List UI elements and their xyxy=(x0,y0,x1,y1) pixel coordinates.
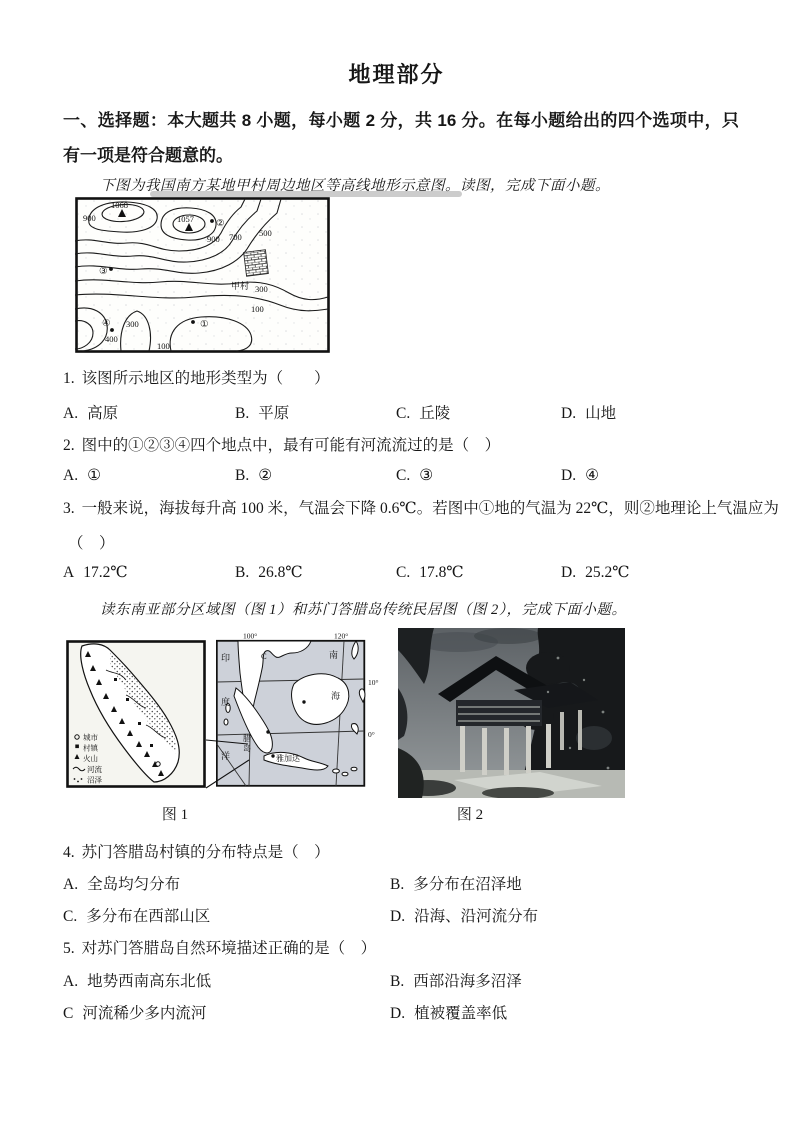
q4-option-a: A. 全岛均匀分布 xyxy=(63,876,181,893)
question-2-options xyxy=(0,466,793,490)
point-1-marker: ① xyxy=(200,320,209,330)
lat-10-label: 10° xyxy=(368,678,379,687)
q3-option-d: D. 25.2℃ xyxy=(561,564,630,581)
passage-1: 下图为我国南方某地甲村周边地区等高线地形示意图。读图，完成下面小题。 xyxy=(100,178,610,194)
question-1-stem: 该图所示地区的地形类型为（ ） xyxy=(81,370,330,387)
q5-option-b: B. 西部沿海多沼泽 xyxy=(390,973,522,990)
village-label: 甲村 xyxy=(231,281,250,291)
q5-option-a: A. 地势西南高东北低 xyxy=(63,973,212,990)
point-2-marker: ② xyxy=(216,219,225,229)
question-4-stem: 苏门答腊岛村镇的分布特点是（ ） xyxy=(81,844,330,861)
legend-swamp-label: 沼泽 xyxy=(87,775,102,785)
q1-option-d: D. 山地 xyxy=(561,405,617,422)
q1-option-a: A. 高原 xyxy=(63,405,119,422)
question-5-options-ab xyxy=(0,969,793,993)
q4-option-b: B. 多分布在沼泽地 xyxy=(390,876,522,893)
question-4 xyxy=(63,840,330,862)
lon-100-label: 100° xyxy=(243,632,258,641)
lon-120-label: 120° xyxy=(334,632,349,641)
question-3-stem: 一般来说，海拔每升高 100 米，气温会下降 0.6℃。若图中①地的气温为 22℃，则②地理论上气温应为 xyxy=(81,500,779,517)
question-2 xyxy=(63,433,500,455)
question-5-options-cd xyxy=(0,1001,793,1025)
question-2-number: 2. xyxy=(63,437,75,454)
contour-map-figure xyxy=(75,197,330,353)
point-4-marker: ④ xyxy=(102,319,111,329)
q2-option-b: B. ② xyxy=(235,467,273,484)
legend-river-label: 河流 xyxy=(87,765,102,774)
q1-option-b: B. 平原 xyxy=(235,405,290,422)
lat-0-label: 0° xyxy=(368,730,375,739)
sea-label-1: 南 xyxy=(329,650,339,660)
fig2-photo-frame xyxy=(398,628,625,798)
section-heading: 一、选择题：本大题共 8 小题，每小题 2 分，共 16 分。在每小题给出的四个选项中，只有一项是符合题意的。 xyxy=(63,111,739,165)
legend-volcano-label: 火山 xyxy=(83,754,98,763)
jakarta-label: 雅加达 xyxy=(276,754,300,763)
question-3-number: 3. xyxy=(63,500,75,517)
q4-option-c: C. 多分布在西部山区 xyxy=(63,908,211,925)
contour-label-500: 500 xyxy=(259,228,272,238)
sea-label-2: 海 xyxy=(331,691,341,701)
peak-1057-label: 1057 xyxy=(177,214,194,224)
contour-label-900b: 900 xyxy=(207,234,220,244)
q5-option-c: C 河流稀少多内流河 xyxy=(63,1005,207,1022)
question-4-options-ab xyxy=(0,872,793,896)
question-1-options xyxy=(0,401,793,425)
legend-town-label: 村镇 xyxy=(83,743,98,753)
q3-option-c: C. 17.8℃ xyxy=(396,564,464,581)
passage-2: 读东南亚部分区域图（图 1）和苏门答腊岛传统民居图（图 2），完成下面小题。 xyxy=(100,602,627,618)
c-marker: C xyxy=(261,651,267,661)
fig1-left-panel xyxy=(66,640,206,788)
page-title: 地理部分 xyxy=(348,62,445,87)
question-4-number: 4. xyxy=(63,844,75,861)
ocean-label-2: 度 xyxy=(221,697,231,707)
question-3 xyxy=(63,496,779,518)
contour-label-100b: 100 xyxy=(157,341,170,351)
question-5-stem: 对苏门答腊岛自然环境描述正确的是（ ） xyxy=(81,940,377,957)
point-3-marker: ③ xyxy=(99,267,108,277)
q5-option-d: D. 植被覆盖率低 xyxy=(390,1005,508,1022)
question-1 xyxy=(63,366,330,388)
peak-1068-label: 1068 xyxy=(111,200,128,210)
ocean-label-1: 印 xyxy=(221,653,231,663)
q4-option-d: D. 沿海、沿河流分布 xyxy=(390,908,539,925)
question-5-number: 5. xyxy=(63,940,75,957)
contour-label-400: 400 xyxy=(105,334,118,344)
question-3-options xyxy=(0,563,793,587)
contour-label-100a: 100 xyxy=(251,304,264,314)
q3-option-a: A 17.2℃ xyxy=(63,564,128,581)
question-5 xyxy=(63,936,376,958)
q2-option-c: C. ③ xyxy=(396,467,434,484)
contour-label-700: 700 xyxy=(229,232,242,242)
fig1-caption: 图 1 xyxy=(161,807,189,823)
contour-label-900a: 900 xyxy=(83,213,96,223)
island-label-1: 腊 xyxy=(243,734,251,743)
island-label-2: 岛 xyxy=(243,744,251,753)
legend-city-label: 城市 xyxy=(83,733,98,742)
question-1-number: 1. xyxy=(63,370,75,387)
stilt-house-photo xyxy=(398,628,625,798)
zoom-connector-lines xyxy=(200,728,260,796)
q2-option-d: D. ④ xyxy=(561,467,599,484)
sumatra-detail-map xyxy=(66,640,206,788)
contour-label-300a: 300 xyxy=(255,284,268,294)
question-4-options-cd xyxy=(0,904,793,928)
contour-map xyxy=(75,197,330,353)
fig2-caption: 图 2 xyxy=(456,807,484,823)
question-3-stem-2: （ ） xyxy=(68,535,115,552)
q3-option-b: B. 26.8℃ xyxy=(235,564,303,581)
contour-label-300b: 300 xyxy=(126,319,139,329)
q2-option-a: A. ① xyxy=(63,467,101,484)
ocean-label-3: 洋 xyxy=(221,751,231,761)
town-icon xyxy=(75,745,79,749)
q1-option-c: C. 丘陵 xyxy=(396,405,451,422)
question-2-stem: 图中的①②③④四个地点中，最有可能有河流流过的是（ ） xyxy=(81,437,501,454)
